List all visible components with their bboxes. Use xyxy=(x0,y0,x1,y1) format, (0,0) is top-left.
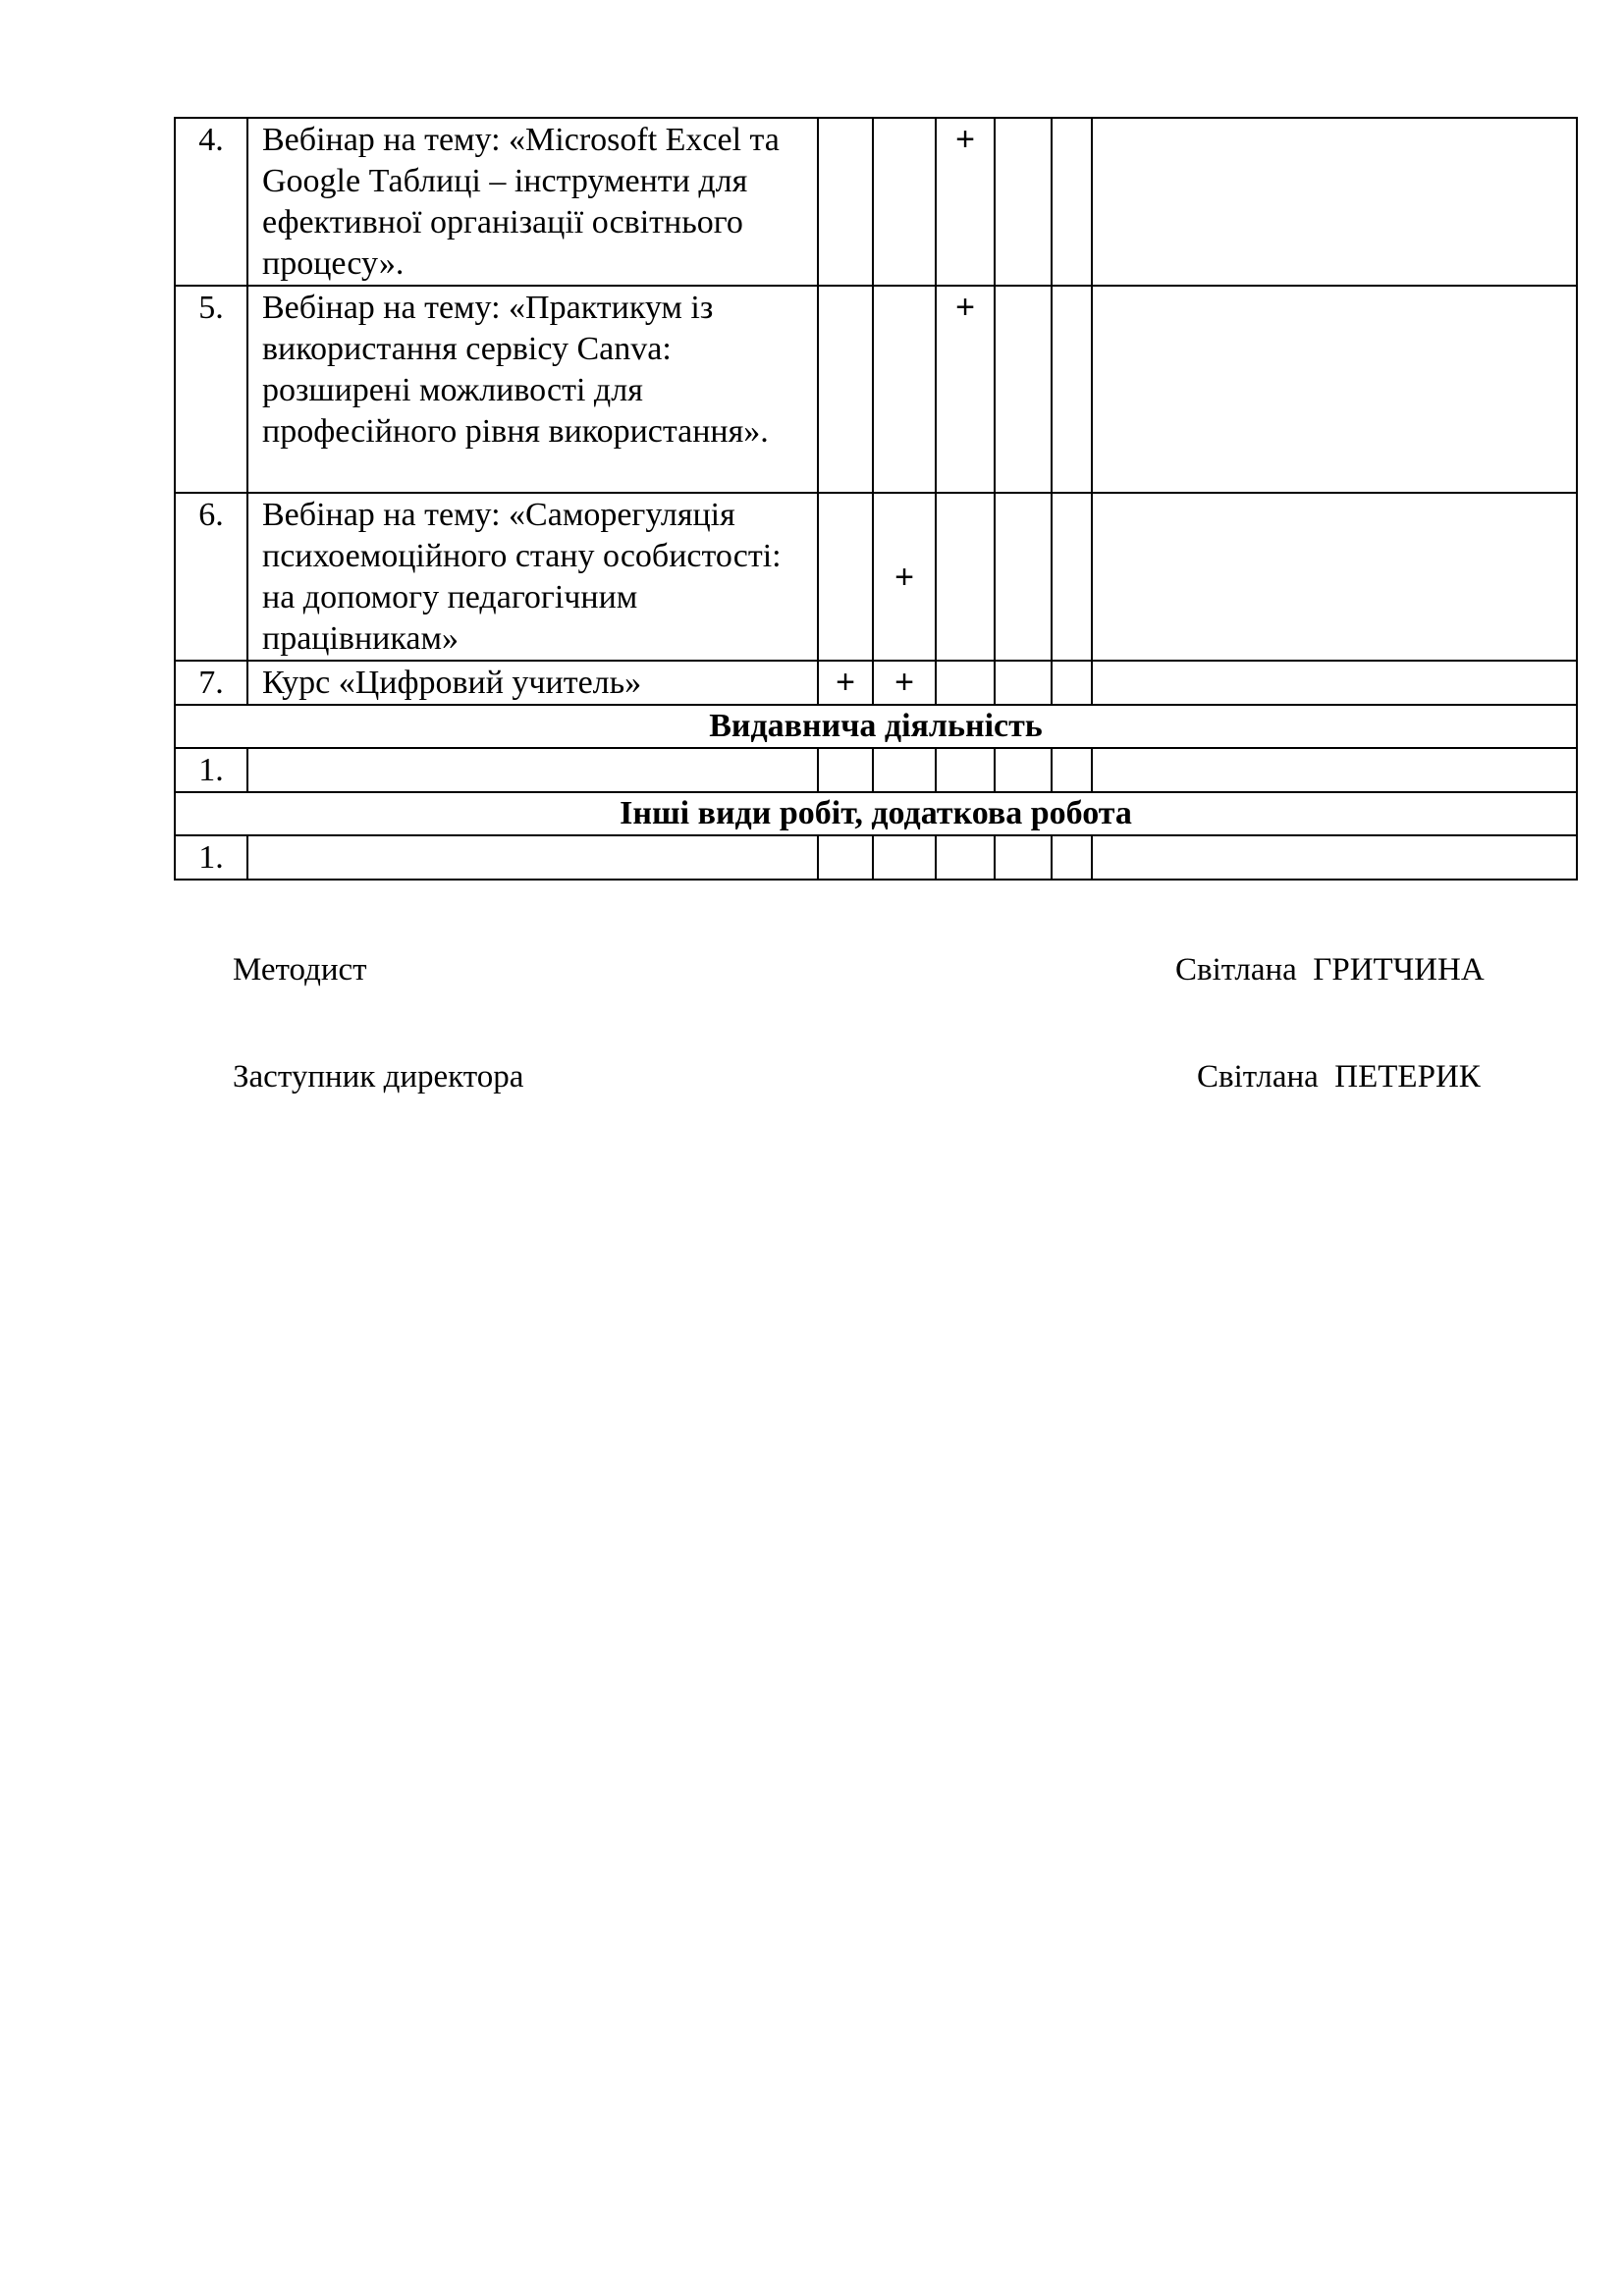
row-topic: Вебінар на тему: «Microsoft Excel та Google Таблиці – інструменти для ефективної організації освітнього процесу». xyxy=(247,118,818,286)
section-title: Інші види робіт, додаткова робота xyxy=(175,792,1577,835)
mark-cell xyxy=(818,493,873,661)
table-row xyxy=(175,493,1577,661)
mark-cell xyxy=(873,835,936,880)
mark-cell xyxy=(818,286,873,493)
signature-position-methodist: Методист xyxy=(233,952,367,988)
section-title: Видавнича діяльність xyxy=(175,705,1577,748)
mark-cell xyxy=(818,118,873,286)
row-number-cell xyxy=(175,286,247,493)
row-number: 6. xyxy=(198,497,224,533)
row-number: 4. xyxy=(198,122,224,158)
mark-cell: + xyxy=(873,661,936,705)
mark-cell xyxy=(995,661,1052,705)
table-row xyxy=(175,661,1577,705)
mark-cell xyxy=(1052,661,1092,705)
row-number-cell xyxy=(175,748,247,792)
table-row xyxy=(175,118,1577,286)
row-number-cell xyxy=(175,493,247,661)
signature-name-methodist: Світлана ГРИТЧИНА xyxy=(1175,952,1485,988)
mark-cell xyxy=(1052,118,1092,286)
table-row xyxy=(175,748,1577,792)
mark-cell xyxy=(995,748,1052,792)
section-header-row xyxy=(175,705,1577,748)
row-topic: Курс «Цифровий учитель» xyxy=(247,661,818,705)
mark-cell xyxy=(873,748,936,792)
mark-cell xyxy=(936,748,995,792)
row-number-cell xyxy=(175,835,247,880)
mark-cell: + xyxy=(936,118,995,286)
signature-position-deputy-director: Заступник директора xyxy=(233,1059,524,1095)
mark-cell xyxy=(995,286,1052,493)
mark-cell xyxy=(818,835,873,880)
row-number: 1. xyxy=(198,839,224,876)
mark-cell xyxy=(1052,286,1092,493)
mark-cell xyxy=(995,118,1052,286)
mark-cell xyxy=(1052,748,1092,792)
row-topic xyxy=(247,835,818,880)
mark-cell xyxy=(995,835,1052,880)
notes-cell xyxy=(1092,661,1577,705)
row-number: 7. xyxy=(198,665,224,701)
section-header-row xyxy=(175,792,1577,835)
row-number: 1. xyxy=(198,752,224,788)
notes-cell xyxy=(1092,835,1577,880)
plan-table xyxy=(174,117,1578,881)
mark-cell xyxy=(936,835,995,880)
mark-cell: + xyxy=(818,661,873,705)
mark-cell: + xyxy=(873,493,936,661)
mark-cell xyxy=(936,661,995,705)
mark-cell: + xyxy=(936,286,995,493)
row-topic: Вебінар на тему: «Практикум із використання сервісу Canva: розширені можливості для професійного рівня використання». xyxy=(247,286,818,493)
mark-cell xyxy=(1052,493,1092,661)
plan-table-container xyxy=(174,117,1576,881)
mark-cell xyxy=(873,118,936,286)
mark-cell xyxy=(818,748,873,792)
signature-name-deputy-director: Світлана ПЕТЕРИК xyxy=(1197,1059,1481,1095)
notes-cell xyxy=(1092,493,1577,661)
notes-cell xyxy=(1092,748,1577,792)
table-row xyxy=(175,286,1577,493)
row-topic xyxy=(247,748,818,792)
mark-cell xyxy=(1052,835,1092,880)
row-number-cell xyxy=(175,118,247,286)
mark-cell xyxy=(995,493,1052,661)
notes-cell xyxy=(1092,118,1577,286)
table-row xyxy=(175,835,1577,880)
notes-cell xyxy=(1092,286,1577,493)
mark-cell xyxy=(873,286,936,493)
row-number: 5. xyxy=(198,290,224,326)
mark-cell xyxy=(936,493,995,661)
row-number-cell xyxy=(175,661,247,705)
row-topic: Вебінар на тему: «Саморегуляція психоемоційного стану особистості: на допомогу педагогічним працівникам» xyxy=(247,493,818,661)
